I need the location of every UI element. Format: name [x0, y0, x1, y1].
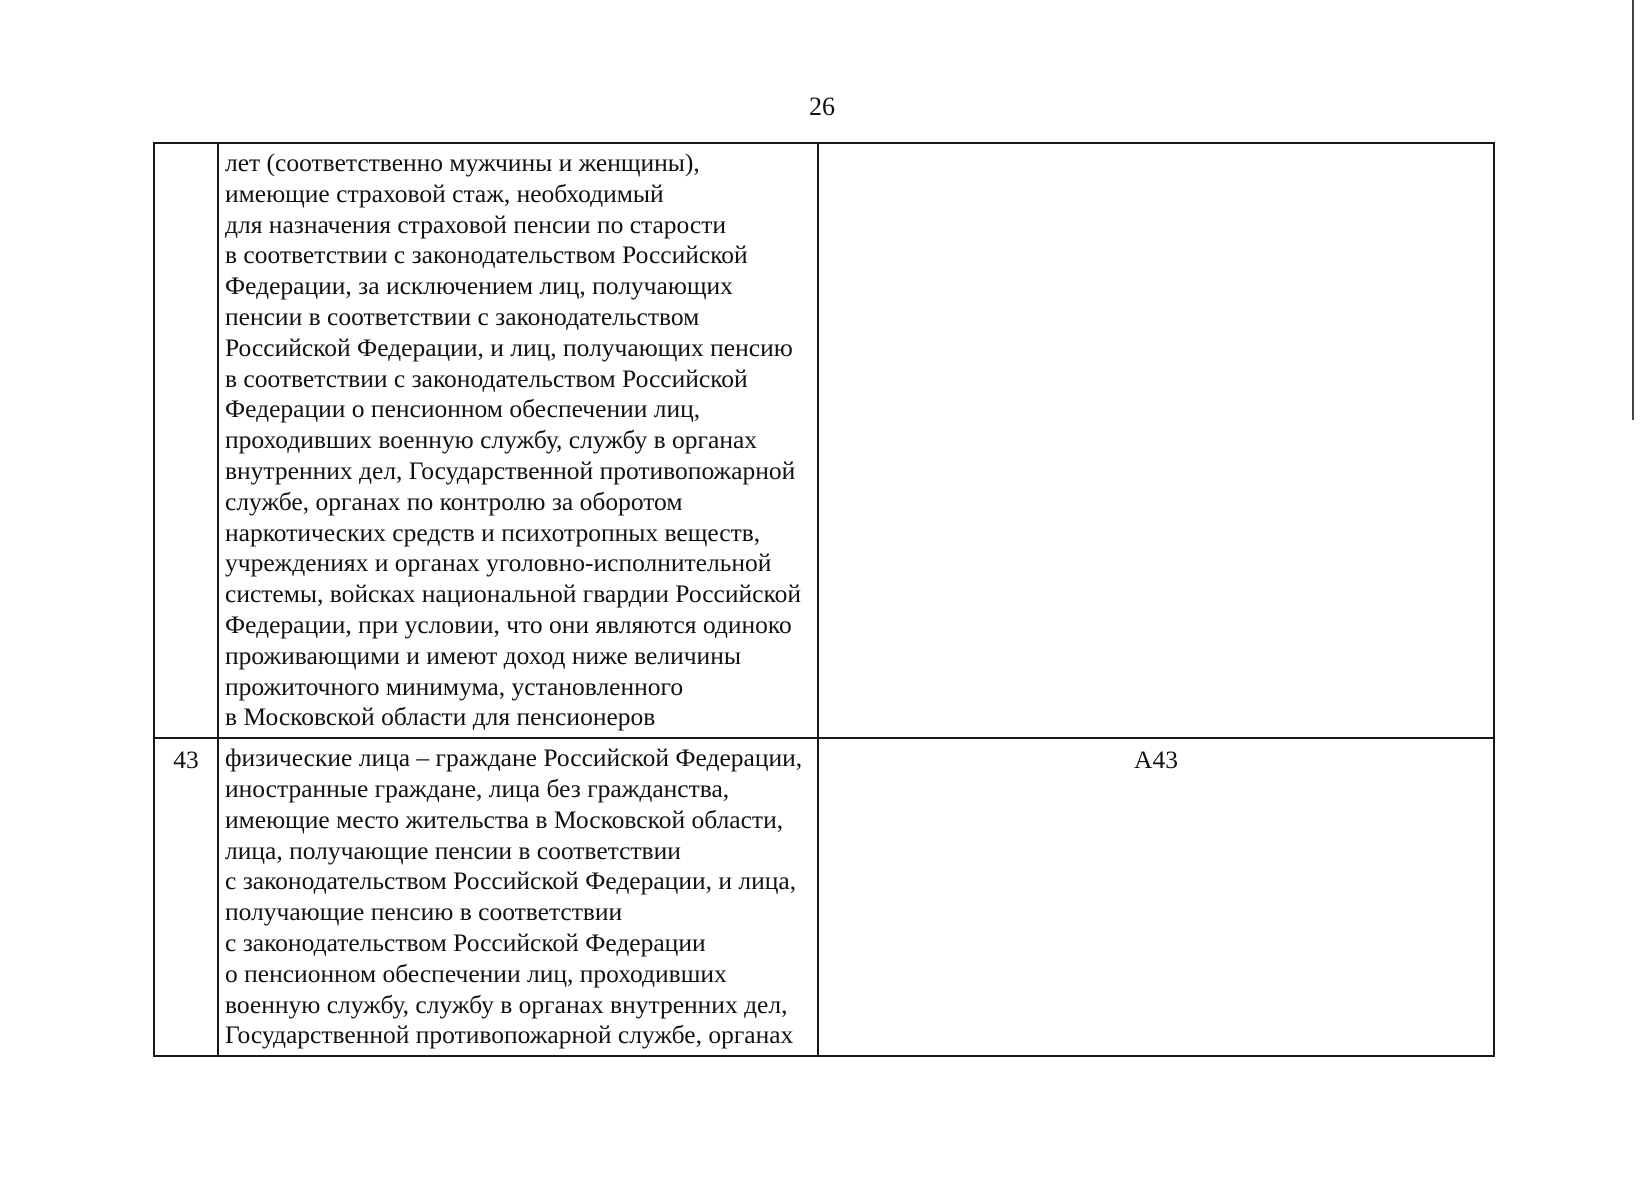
description-line: Государственной противопожарной службе, органах	[225, 1020, 794, 1050]
description-line: с законодательством Российской Федерации, и лица,	[225, 866, 797, 896]
table-row	[154, 738, 1494, 1056]
description-line: учреждениях и органах уголовно-исполнительной	[225, 548, 772, 578]
description-line: Федерации, за исключением лиц, получающих	[225, 271, 733, 301]
description-line: службе, органах по контролю за оборотом	[225, 486, 683, 516]
row-number-cell: 43	[154, 738, 218, 1056]
description-line: лет (соответственно мужчины и женщины),	[225, 148, 700, 177]
description-line: наркотических средств и психотропных веществ,	[225, 517, 761, 547]
description-line: системы, войсках национальной гвардии Российской	[225, 579, 801, 609]
document-table	[153, 142, 1495, 1057]
description-line: для назначения страховой пенсии по старости	[225, 209, 727, 239]
description-line: в Московской области для пенсионеров	[225, 702, 656, 732]
description-line: имеющие место жительства в Московской области,	[225, 804, 784, 834]
description-line: в соответствии с законодательством Российской	[225, 363, 748, 393]
description-line: пенсии в соответствии с законодательством	[225, 301, 700, 331]
scan-edge-line	[1632, 0, 1634, 420]
description-line: с законодательством Российской Федерации	[225, 927, 706, 957]
row-code-cell: А43	[818, 738, 1494, 1056]
description-line: о пенсионном обеспечении лиц, проходивших	[225, 958, 727, 988]
description-line: получающие пенсию в соответствии	[225, 897, 623, 927]
description-line: прожиточного минимума, установленного	[225, 671, 684, 701]
description-line: Федерации, при условии, что они являются одиноко	[225, 609, 792, 639]
row-description-cell	[218, 143, 818, 738]
description-line: физические лица – граждане Российской Федерации,	[225, 743, 803, 773]
row-number-cell	[154, 143, 218, 738]
description-line: внутренних дел, Государственной противопожарной	[225, 455, 796, 485]
page-number: 26	[809, 92, 835, 121]
description-line: Российской Федерации, и лиц, получающих пенсию	[225, 332, 793, 362]
row-code-cell	[818, 143, 1494, 738]
description-line: имеющие страховой стаж, необходимый	[225, 178, 664, 208]
description-line: военную службу, службу в органах внутренних дел,	[225, 989, 788, 1019]
description-line: лица, получающие пенсии в соответствии	[225, 835, 681, 865]
description-line: Федерации о пенсионном обеспечении лиц,	[225, 394, 701, 424]
row-description-cell	[218, 738, 818, 1056]
description-line: проживающими и имеют доход ниже величины	[225, 640, 741, 670]
description-line: в соответствии с законодательством Российской	[225, 240, 748, 270]
description-line: иностранные граждане, лица без гражданства,	[225, 773, 730, 803]
table-row	[154, 143, 1494, 738]
description-line: проходивших военную службу, службу в органах	[225, 425, 758, 455]
